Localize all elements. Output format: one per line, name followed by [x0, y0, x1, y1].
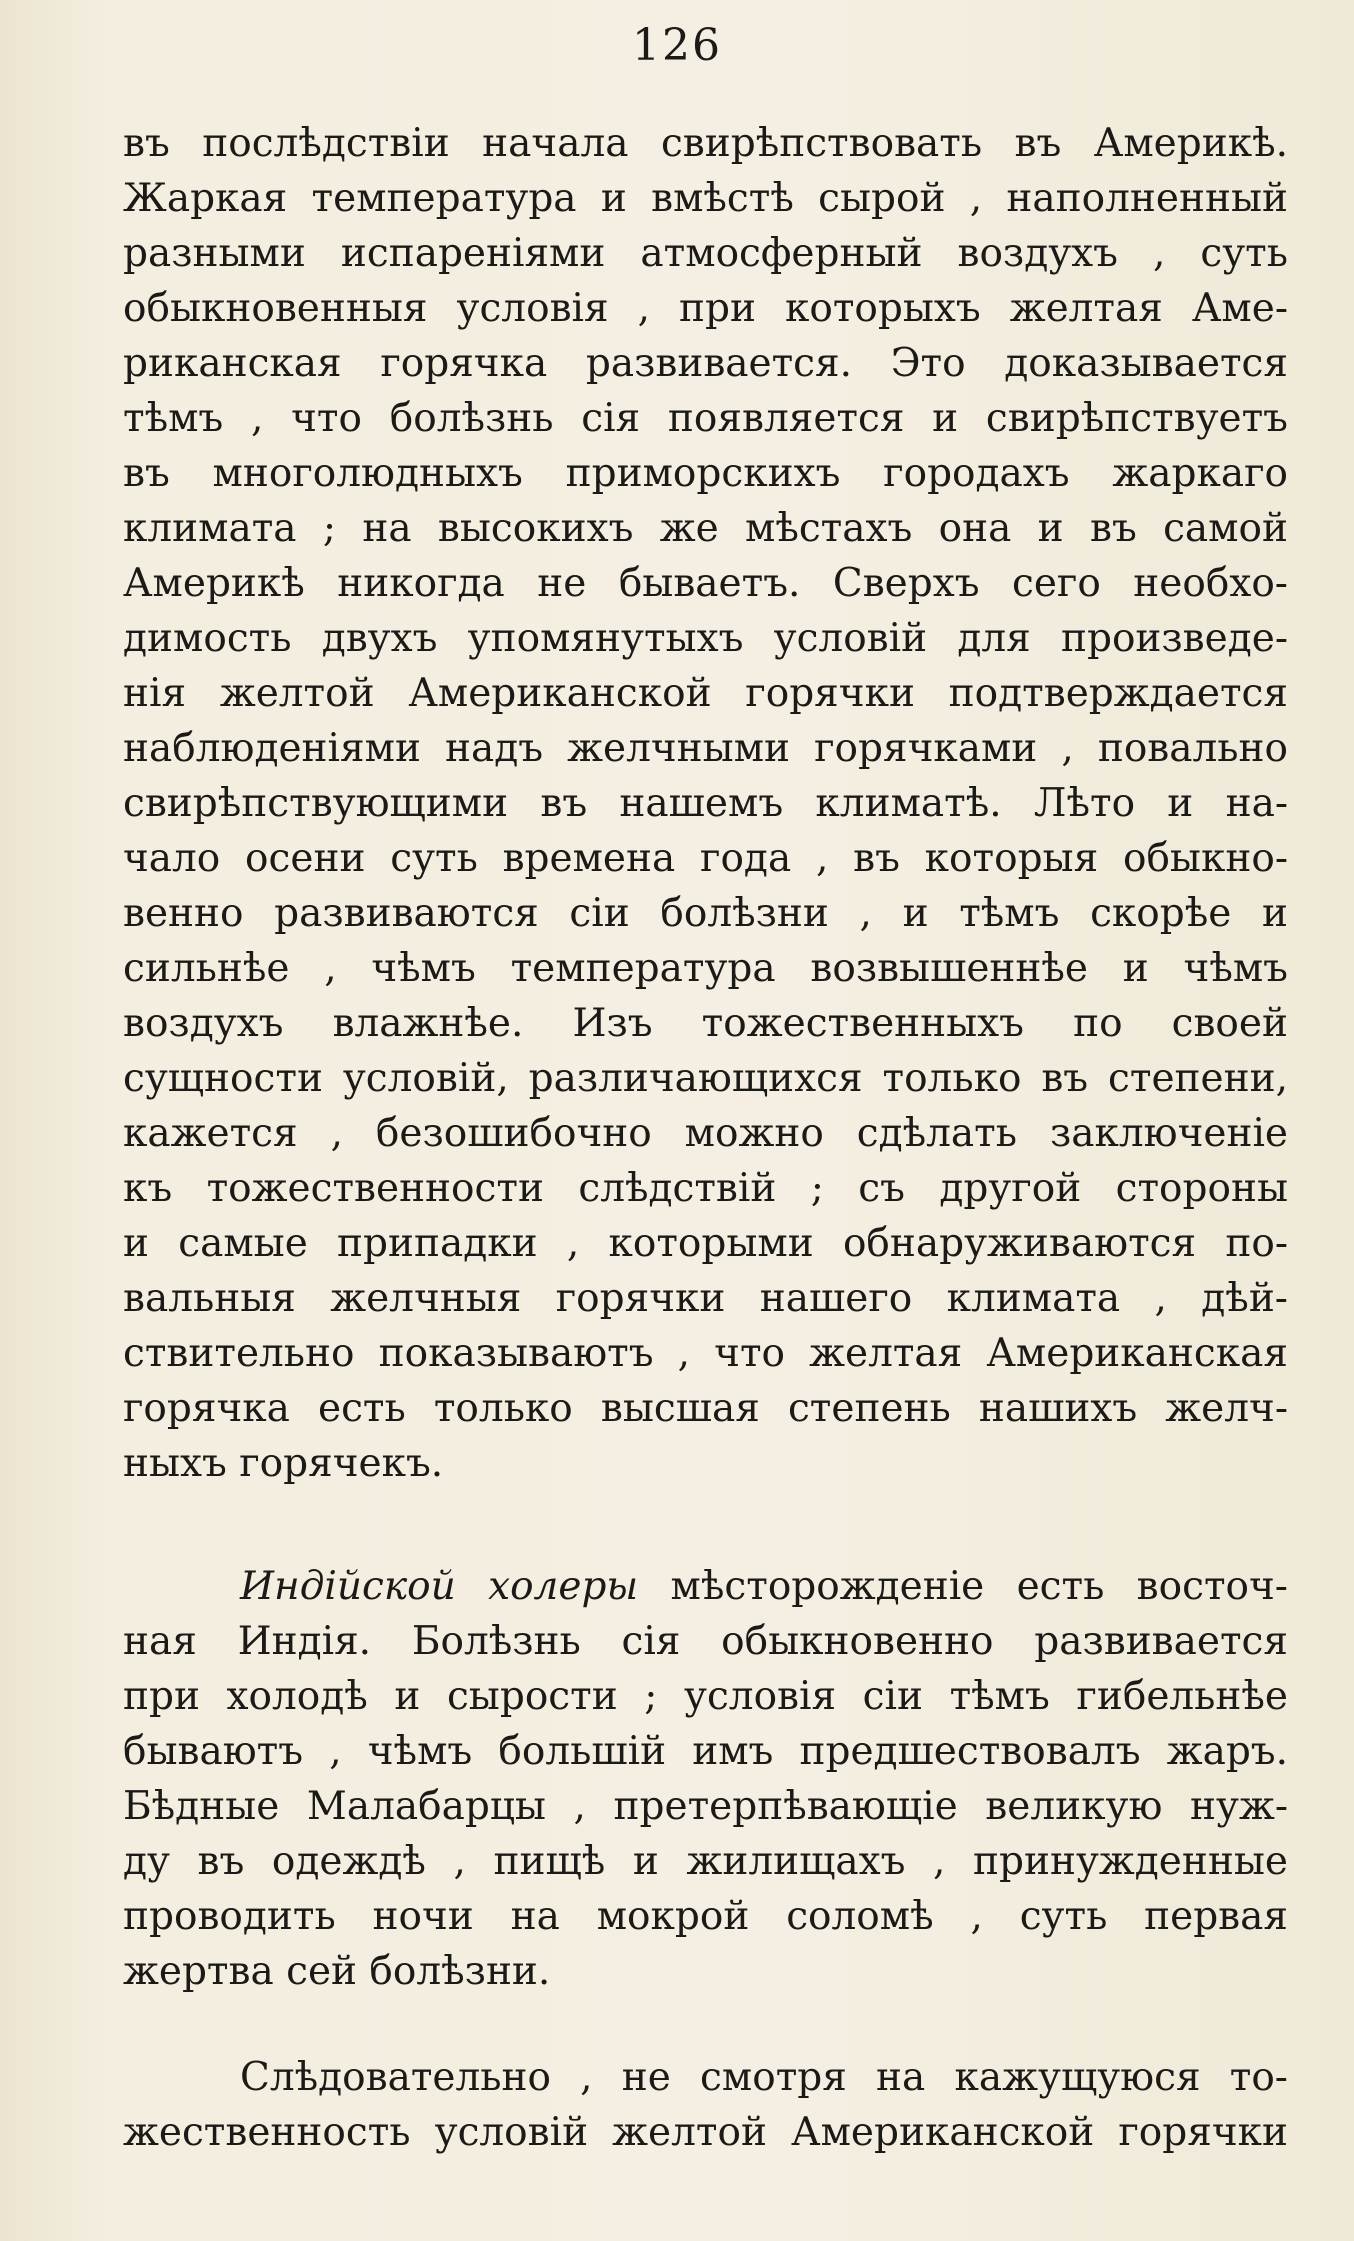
text-line: разными испареніями атмосферный воздухъ , суть	[123, 231, 1288, 276]
text-line: ду въ одеждѣ , пищѣ и жилищахъ , принужденные	[123, 1839, 1288, 1884]
text-line: и самые припадки , которыми обнаруживаются по-	[123, 1221, 1288, 1266]
paragraph-first-line	[240, 1559, 1288, 1615]
text-line: бываютъ , чѣмъ большій имъ предшествовалъ жаръ.	[123, 1729, 1288, 1774]
text-line: горячка есть только высшая степень нашихъ желч-	[123, 1386, 1288, 1431]
page-number: 126	[632, 20, 722, 71]
text-line: наблюденіями надъ желчными горячками , повально	[123, 726, 1288, 771]
text-line: ныхъ горячекъ.	[123, 1441, 444, 1486]
text-run: мѣсторожденіе есть восточ-	[670, 1564, 1288, 1609]
text-line: чало осени суть времена года , въ которыя обыкно-	[123, 836, 1288, 881]
text-line: свирѣпствующими въ нашемъ климатѣ. Лѣто и на-	[123, 781, 1288, 826]
text-line: климата ; на высокихъ же мѣстахъ она и въ самой	[123, 506, 1288, 551]
text-line: вальныя желчныя горячки нашего климата , дѣй-	[123, 1276, 1288, 1321]
text-line: Бѣдные Малабарцы , претерпѣвающіе великую нуж-	[123, 1784, 1288, 1829]
text-line: къ тожественности слѣдствій ; съ другой стороны	[123, 1166, 1288, 1211]
text-line: кажется , безошибочно можно сдѣлать заключеніе	[123, 1111, 1288, 1156]
text-line: обыкновенныя условія , при которыхъ желтая Аме-	[123, 286, 1288, 331]
text-line: димость двухъ упомянутыхъ условій для произведе-	[123, 616, 1288, 661]
text-line: жертва сей болѣзни.	[123, 1949, 551, 1994]
text-line: въ многолюдныхъ приморскихъ городахъ жаркаго	[123, 451, 1288, 496]
text-line: въ послѣдствіи начала свирѣпствовать въ Америкѣ.	[123, 121, 1288, 166]
italic-term: Индійской холеры	[240, 1564, 639, 1609]
text-line: венно развиваются сіи болѣзни , и тѣмъ скорѣе и	[123, 891, 1288, 936]
text-line: ствительно показываютъ , что желтая Американская	[123, 1331, 1288, 1376]
text-line: воздухъ влажнѣе. Изъ тожественныхъ по своей	[123, 1001, 1288, 1046]
text-line: Америкѣ никогда не бываетъ. Сверхъ сего необхо-	[123, 561, 1288, 606]
text-line: нія желтой Американской горячки подтверждается	[123, 671, 1288, 716]
text-line: сущности условій, различающихся только въ степени,	[123, 1056, 1288, 1101]
text-line: при холодѣ и сырости ; условія сіи тѣмъ гибельнѣе	[123, 1674, 1288, 1719]
text-line: Жаркая температура и вмѣстѣ сырой , наполненный	[123, 176, 1288, 221]
text-line: Слѣдовательно , не смотря на кажущуюся то-	[240, 2055, 1288, 2100]
text-line: сильнѣе , чѣмъ температура возвышеннѣе и чѣмъ	[123, 946, 1288, 991]
text-line: риканская горячка развивается. Это доказывается	[123, 341, 1288, 386]
text-line: проводить ночи на мокрой соломѣ , суть первая	[123, 1894, 1288, 1939]
text-line: ная Индія. Болѣзнь сія обыкновенно развивается	[123, 1619, 1288, 1664]
text-line: тѣмъ , что болѣзнь сія появляется и свирѣпствуетъ	[123, 396, 1288, 441]
text-line: жественность условій желтой Американской горячки	[123, 2110, 1288, 2155]
